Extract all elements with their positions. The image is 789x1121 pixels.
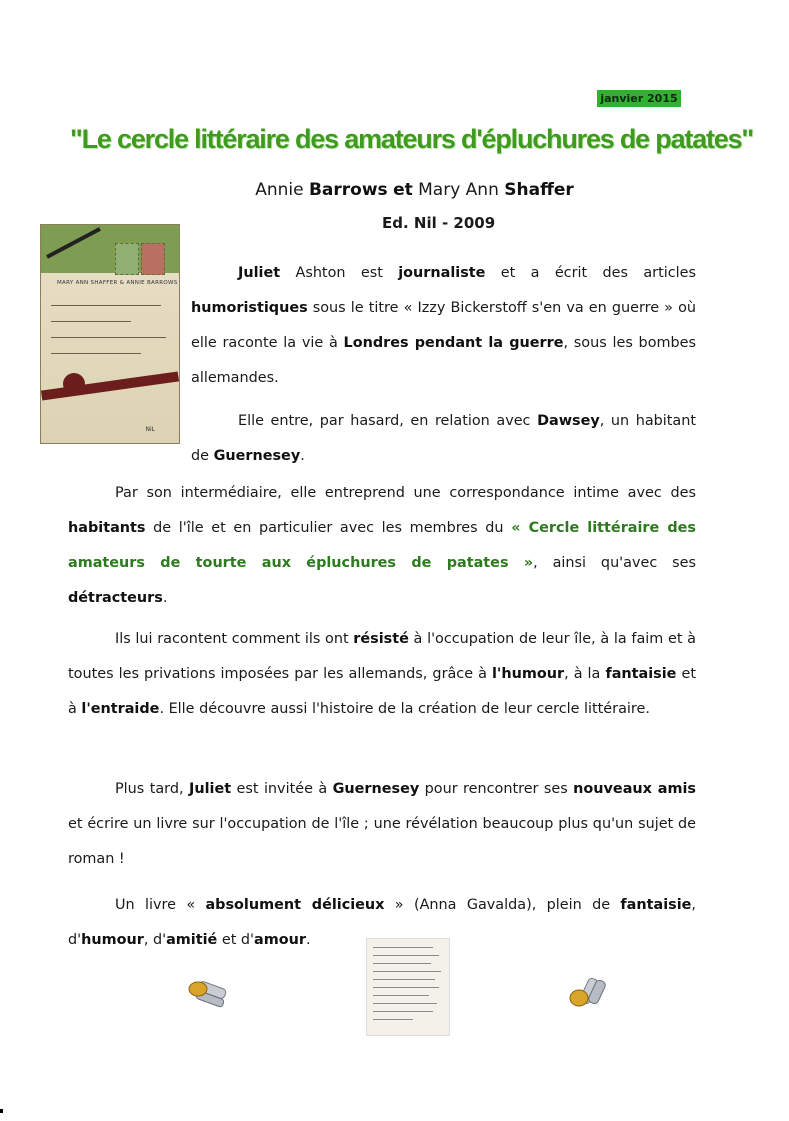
text-segment: humoristiques bbox=[191, 300, 308, 316]
ribbon-bow-icon bbox=[63, 373, 85, 395]
text-segment: Dawsey bbox=[537, 413, 600, 429]
stamp-icon bbox=[141, 243, 165, 275]
paragraph-2 bbox=[191, 404, 696, 474]
potato-peeler-icon bbox=[186, 975, 230, 1013]
text-segment: Guernesey bbox=[332, 781, 420, 797]
author-2-last: Shaffer bbox=[504, 180, 574, 200]
text-segment: . bbox=[162, 590, 168, 606]
text-segment: l'entraide bbox=[81, 701, 160, 717]
authors-conjunction: et bbox=[393, 180, 413, 200]
paragraph-1 bbox=[191, 256, 696, 396]
paragraph-3 bbox=[68, 476, 696, 616]
cover-publisher-mark: NiL bbox=[145, 426, 155, 433]
cover-handwriting bbox=[51, 337, 166, 338]
text-segment: nouveaux amis bbox=[573, 781, 696, 797]
page-title: "Le cercle littéraire des amateurs d'épluchures de patates" bbox=[70, 124, 754, 154]
text-segment: et a écrit des articles bbox=[485, 265, 696, 281]
text-segment: fantaisie bbox=[605, 666, 677, 682]
paragraph-4 bbox=[68, 622, 696, 727]
scan-mark bbox=[0, 1109, 3, 1113]
text-segment: , d' bbox=[143, 932, 167, 948]
text-segment: et à bbox=[68, 666, 696, 717]
text-segment: , ainsi qu'avec ses bbox=[533, 555, 696, 571]
stamp-icon bbox=[115, 243, 139, 275]
cover-ribbon bbox=[41, 371, 179, 400]
text-segment: Guernesey bbox=[213, 448, 301, 464]
potato-peeler-icon bbox=[566, 972, 610, 1012]
text-segment: , un habitant de bbox=[191, 413, 697, 464]
text-segment: Ils lui racontent comment ils ont bbox=[115, 631, 354, 647]
text-segment: « Cercle littéraire des amateurs de tourte aux épluchures de patates » bbox=[68, 520, 696, 571]
text-segment: résisté bbox=[353, 631, 409, 647]
edition-line: Ed. Nil - 2009 bbox=[382, 214, 496, 232]
text-segment: habitants bbox=[68, 520, 146, 536]
text-segment: humour bbox=[81, 932, 144, 948]
text-segment: Juliet bbox=[238, 265, 281, 281]
text-segment: . bbox=[305, 932, 311, 948]
text-segment: . Elle découvre aussi l'histoire de la création de leur cercle littéraire. bbox=[159, 701, 650, 717]
cover-handwriting bbox=[51, 353, 141, 354]
authors-line bbox=[0, 180, 789, 200]
text-segment: amitié bbox=[166, 932, 218, 948]
text-segment: l'humour bbox=[492, 666, 565, 682]
text-segment: » (Anna Gavalda), plein de bbox=[384, 897, 621, 913]
text-segment: Un livre « bbox=[115, 897, 206, 913]
text-segment: de l'île et en particulier avec les membres du bbox=[145, 520, 512, 536]
text-segment: détracteurs bbox=[68, 590, 163, 606]
text-segment: Londres pendant la guerre bbox=[343, 335, 564, 351]
text-segment: à l'occupation de leur île, à la faim et à toutes les privations imposées par les allemands, grâce à bbox=[68, 631, 696, 682]
date-badge: janvier 2015 bbox=[597, 90, 681, 107]
text-segment: est invitée à bbox=[231, 781, 333, 797]
text-segment: Plus tard, bbox=[115, 781, 189, 797]
text-segment: Ashton est bbox=[280, 265, 399, 281]
text-segment: pour rencontrer ses bbox=[419, 781, 574, 797]
text-segment: journaliste bbox=[398, 265, 486, 281]
cover-handwriting bbox=[51, 321, 131, 322]
handwritten-letter-icon bbox=[366, 938, 450, 1036]
book-cover-image bbox=[40, 224, 180, 444]
text-segment: , sous les bombes allemandes. bbox=[191, 335, 697, 386]
text-segment: sous le titre « Izzy Bickerstoff s'en va en guerre » où elle raconte la vie à bbox=[191, 300, 696, 351]
text-segment: fantaisie bbox=[620, 897, 692, 913]
author-1-last: Barrows bbox=[308, 180, 388, 200]
text-segment: et écrire un livre sur l'occupation de l'île ; une révélation beaucoup plus qu'un sujet de roman ! bbox=[68, 816, 696, 867]
cover-handwriting bbox=[51, 305, 161, 306]
author-2-first: Mary Ann bbox=[418, 180, 505, 200]
text-segment: Par son intermédiaire, elle entreprend une correspondance intime avec des bbox=[115, 485, 696, 501]
text-segment: Juliet bbox=[188, 781, 232, 797]
text-segment: amour bbox=[254, 932, 306, 948]
text-segment: absolument délicieux bbox=[205, 897, 385, 913]
author-1-first: Annie bbox=[255, 180, 309, 200]
cover-top-text: MARY ANN SHAFFER & ANNIE BARROWS bbox=[57, 280, 178, 286]
text-segment: Elle entre, par hasard, en relation avec bbox=[238, 413, 538, 429]
text-segment: et d' bbox=[217, 932, 255, 948]
text-segment: , d' bbox=[68, 897, 696, 948]
paragraph-5 bbox=[68, 772, 696, 877]
text-segment: . bbox=[300, 448, 305, 464]
text-segment: , à la bbox=[564, 666, 606, 682]
